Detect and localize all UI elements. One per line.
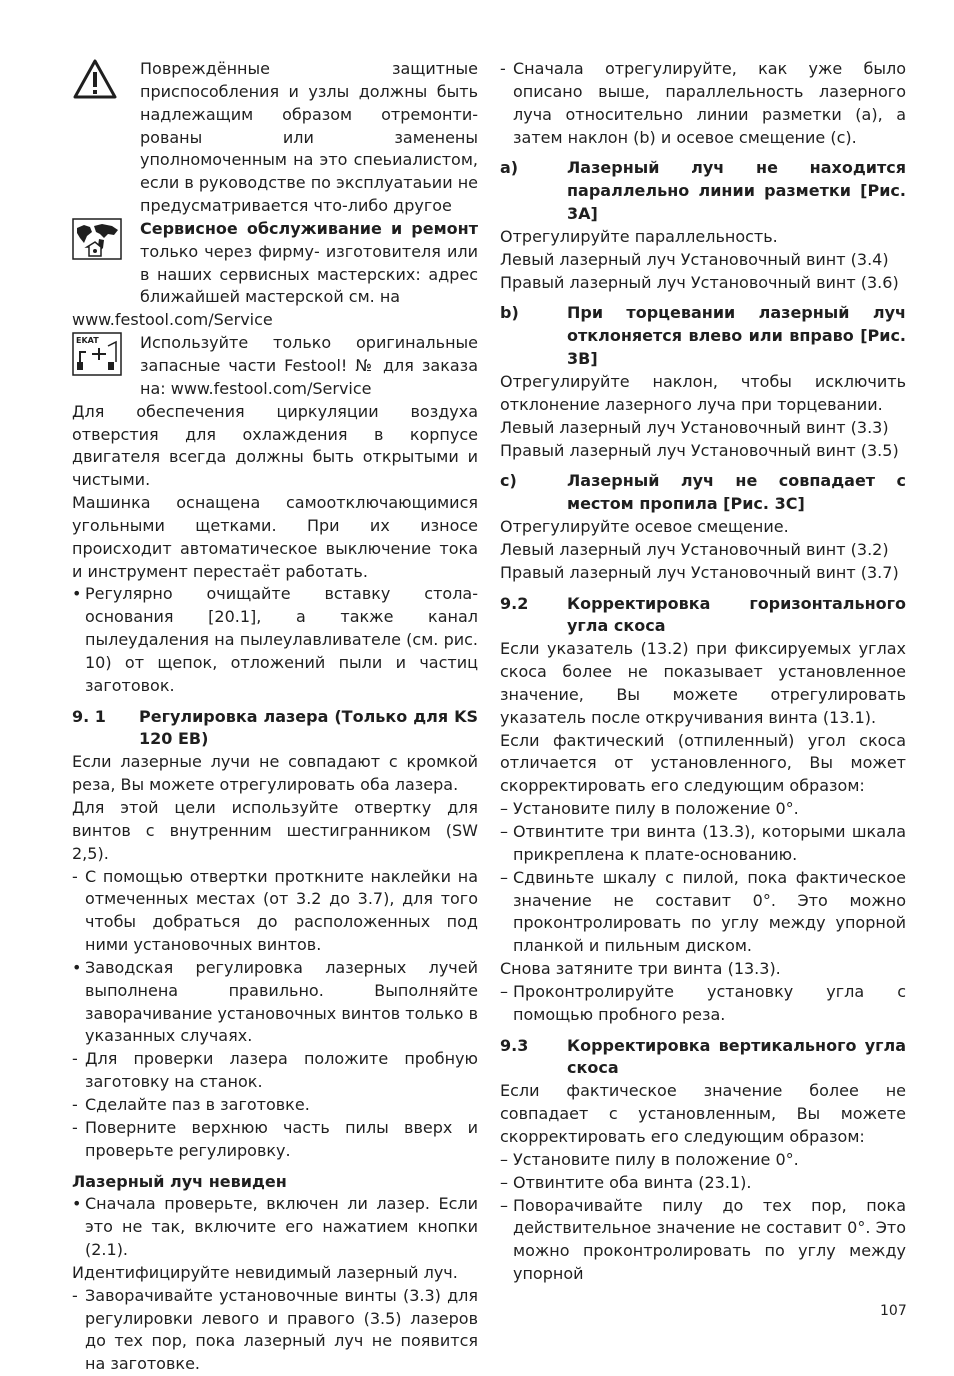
paragraph: Левый лазерный луч Установочный винт (3.2)	[500, 539, 889, 559]
paragraph: Правый лазерный луч Установочный винт (3.6)	[500, 272, 899, 292]
paragraph: Если фактический (отпиленный) угол скоса отличается от установленного, Вы может скорректировать его следующим образом:	[500, 730, 906, 796]
service-text	[140, 218, 478, 309]
paragraph: Правый лазерный луч Установочный винт (3.5)	[500, 440, 899, 460]
para-brushes: Машинка оснащена самоотключающимися угольными щетками. При их износе происходит автоматическое выключение тока и инструмент перестаёт работать.	[72, 493, 478, 581]
ekat-label: EKAT	[76, 336, 99, 346]
list-item: - Сначала отрегулируйте, как уже было описано выше, параллельность лазерного луча относительно линии разметки (a), а затем наклон (b) и осевое смещение (c).	[500, 59, 906, 147]
spare-parts-icon	[72, 332, 126, 401]
paragraph: Если фактическое значение более не совпадает с установленным, Вы можете скорректировать его следующим образом:	[500, 1081, 906, 1146]
para-air: Для обеспечения циркуляции воздуха отверстия для охлаждения в корпусе двигателя всегда должны быть открытыми и чистыми.	[72, 401, 478, 490]
service-block	[72, 218, 478, 309]
warning-text: Повреждённые защитные приспособления и узлы должны быть надлежащим образом отремонти-рованы или заменены уполномоченным на это спеьиалистом, если в руководстве по эксплуатаьии не предусматривается что-либо другое	[140, 59, 478, 216]
paragraph: Для этой цели используйте отвертку для винтов с внутренним шестигранником (SW 2,5).	[72, 798, 478, 863]
page-number: 107	[880, 1303, 907, 1319]
list-item: – Сдвиньте шкалу с пилой, пока фактическое значение не составит 0°. Это можно проконтролировать по углу между упорной планкой и пильным диском.	[500, 867, 906, 956]
paragraph: Снова затяните три винта (13.3).	[500, 959, 781, 979]
paragraph: Левый лазерный луч Установочный винт (3.3)	[500, 417, 889, 437]
list-item: - С помощью отвертки проткните наклейки на отмеченных местах (от 3.2 до 3.7), для того чтобы добраться до расположенных под ними установочных винтов.	[72, 866, 478, 955]
paragraph: Если лазерные лучи не совпадают с кромкой реза, Вы можете отрегулировать оба лазера.	[72, 752, 478, 795]
section-9-1-heading: 9. 1 Регулировка лазера (Только для KS 120 EB)	[72, 706, 478, 749]
warning-block	[72, 58, 478, 218]
paragraph: Идентифицируйте невидимый лазерный луч.	[72, 1262, 458, 1282]
list-item: – Отвинтите оба винта (23.1).	[500, 1172, 752, 1192]
spare-parts-block	[72, 332, 478, 401]
paragraph: Отрегулируйте осевое смещение.	[500, 517, 789, 537]
list-item: – Поворачивайте пилу до тех пор, пока действительное значение не составит 0°. Это можно проконтролировать по углу между упорной	[500, 1195, 906, 1284]
list-item: • Сначала проверьте, включен ли лазер. Если это не так, включите его нажатием кнопки (2.1).	[72, 1194, 478, 1260]
world-service-icon	[72, 218, 126, 309]
paragraph: Если указатель (13.2) при фиксируемых углах скоса более не показывает установленное значение, Вы можете отрегулировать указатель после откручивания винта (13.1).	[500, 639, 906, 727]
paragraph: Левый лазерный луч Установочный винт (3.4)	[500, 249, 889, 269]
section-c-heading: c) Лазерный луч не совпадает с местом пропила [Рис. 3C]	[500, 471, 906, 514]
spare-parts-text: Используйте только оригинальные запасные части Festool! № для заказа на: www.festool.com/Service	[140, 333, 478, 398]
service-url[interactable]: www.festool.com/Service	[72, 310, 273, 330]
service-body: только через фирму- изготовителя или в наших сервисных мастерских: адрес ближайшей мастерской см. на	[140, 241, 478, 307]
list-item: – Установите пилу в положение 0°.	[500, 799, 799, 819]
section-b-heading: b) При торцевании лазерный луч отклоняется влево или вправо [Рис. 3B]	[500, 303, 906, 369]
right-column	[500, 58, 906, 1286]
list-item: – Проконтролируйте установку угла с помощью пробного реза.	[500, 981, 906, 1024]
paragraph: Отрегулируйте параллельность.	[500, 226, 778, 246]
subheading-invisible-laser: Лазерный луч невиден	[72, 1171, 287, 1191]
list-item: • Регулярно очищайте вставку стола-основания [20.1], а также канал пылеудаления на пылеулавливателе (см. рис. 10) от щепок, отложений пыли и частиц заготовок.	[72, 584, 478, 695]
section-9-2-heading: 9.2 Корректировка горизонтального угла скоса	[500, 593, 906, 636]
list-item: - Поверните верхнюю часть пилы вверх и проверьте регулировку.	[72, 1117, 478, 1160]
list-item: - Для проверки лазера положите пробную заготовку на станок.	[72, 1049, 478, 1092]
warning-icon	[72, 58, 126, 218]
list-item: – Отвинтите три винта (13.3), которыми шкала прикреплена к плате-основанию.	[500, 822, 906, 864]
section-9-3-heading: 9.3 Корректировка вертикального угла скоса	[500, 1035, 906, 1078]
paragraph: Правый лазерный луч Установочный винт (3.7)	[500, 562, 899, 582]
list-item: • Заводская регулировка лазерных лучей выполнена правильно. Выполняйте заворачивание установочных винтов только в указанных случаях.	[72, 957, 478, 1046]
list-item: - Сделайте паз в заготовке.	[72, 1094, 310, 1114]
service-title: Сервисное обслуживание и ремонт	[140, 218, 478, 238]
list-item: - Заворачивайте установочные винты (3.3) для регулировки левого и правого (3.5) лазеров до тех пор, пока лазерный луч не появится на заготовке.	[72, 1285, 478, 1374]
section-a-heading: a) Лазерный луч не находится параллельно линии разметки [Рис. 3A]	[500, 158, 906, 224]
list-item: – Установите пилу в положение 0°.	[500, 1149, 799, 1169]
paragraph: Отрегулируйте наклон, чтобы исключить отклонение лазерного луча при торцевании.	[500, 371, 906, 414]
left-column	[72, 58, 478, 1376]
